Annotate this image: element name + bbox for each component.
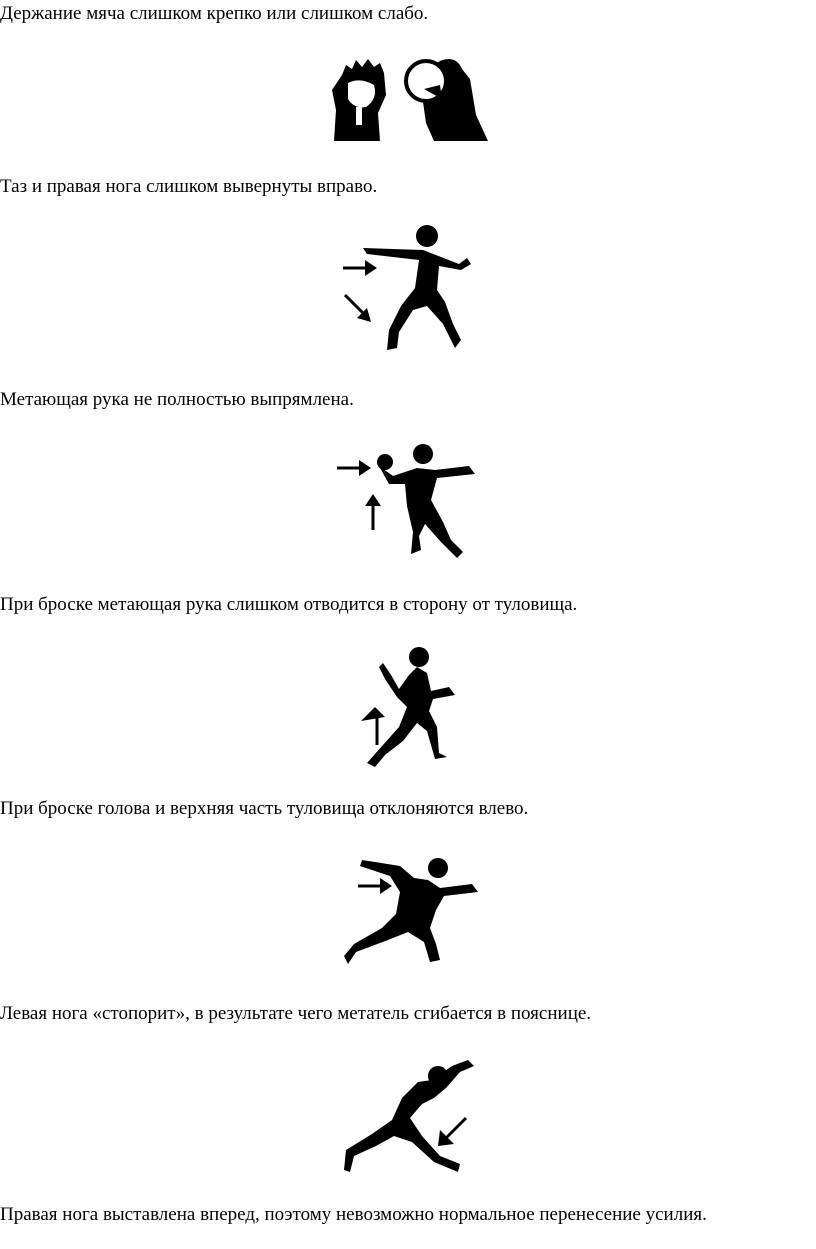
runner-arm-bent-icon [335,440,480,565]
runner-blocked-leg-icon [340,1058,480,1178]
caption-7: Правая нога выставлена вперед, поэтому невозможно нормальное перенесение усилия. [0,1204,707,1225]
ball-grip-hands-icon [330,55,490,145]
runner-arm-aside-icon [355,645,465,770]
caption-6: Левая нога «стопорит», в результате чего метатель сгибается в пояснице. [0,1003,592,1024]
caption-3: Метающая рука не полностью выпрямлена. [0,389,354,410]
runner-lean-left-icon [340,852,485,967]
runner-pelvis-turned-icon [335,220,480,355]
caption-5: При броске голова и верхняя часть туловища отклоняются влево. [0,798,529,819]
caption-4: При броске метающая рука слишком отводится в сторону от туловища. [0,594,578,615]
caption-1: Держание мяча слишком крепко или слишком слабо. [0,3,429,24]
caption-2: Таз и правая нога слишком вывернуты вправо. [0,176,378,197]
